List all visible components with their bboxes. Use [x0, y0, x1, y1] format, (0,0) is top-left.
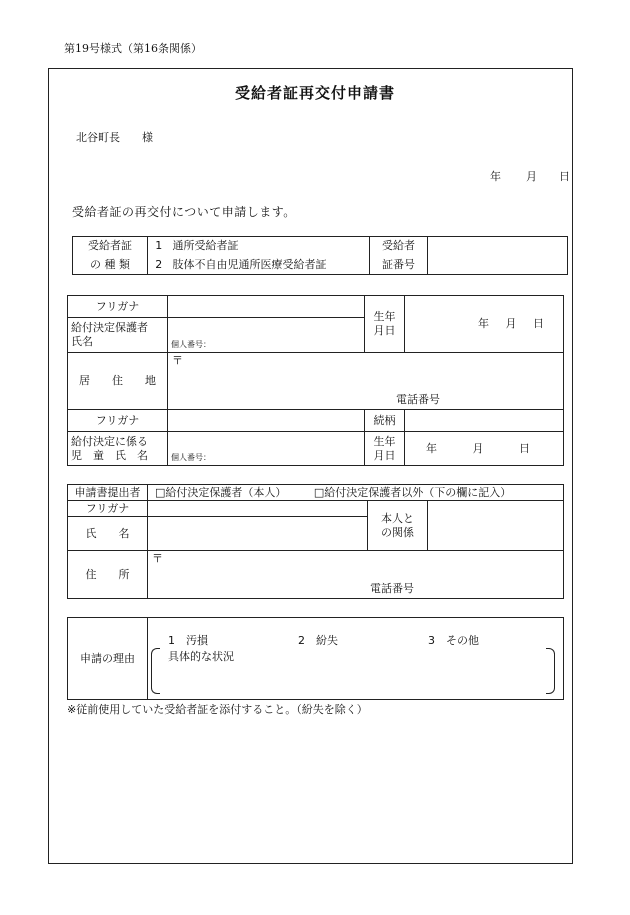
page-title: 受給者証再交付申請書 — [234, 84, 395, 102]
form-frame — [48, 68, 573, 864]
child-birth-day: 日 — [519, 441, 530, 455]
reason-option-other[interactable]: 3 その他 — [428, 634, 479, 647]
guardian-name-label-1: 給付決定保護者 — [71, 321, 148, 335]
child-relation-field[interactable] — [405, 410, 564, 432]
guardian-birth-field[interactable] — [405, 296, 564, 353]
cert-option-2[interactable]: 肢体不自由児通所医療受給者証 — [170, 256, 370, 275]
applicant-postal-mark: 〒 — [152, 552, 163, 565]
reason-label: 申請の理由 — [68, 618, 148, 700]
cert-number-field[interactable] — [428, 237, 568, 275]
guardian-furigana-field[interactable] — [168, 296, 365, 318]
reason-option-soiled[interactable]: 1 汚損 — [168, 634, 208, 647]
applicant-relation-field[interactable] — [428, 501, 564, 551]
cert-type-label-2: の 種 類 — [73, 256, 148, 275]
applicant-name-label: 氏 名 — [68, 517, 148, 551]
applicant-furigana-label: フリガナ — [68, 501, 148, 517]
cert-option-1-no: 1 — [148, 237, 170, 256]
applicant-relation-label-1: 本人と — [381, 511, 414, 525]
guardian-birth-day: 日 — [533, 317, 544, 331]
applicant-relation-label-2: の関係 — [381, 525, 414, 539]
addressee: 北谷町長 様 — [76, 131, 153, 144]
cert-type-label-1: 受給者証 — [73, 237, 148, 256]
child-furigana-label: フリガナ — [68, 410, 168, 432]
applicant-option-other[interactable]: □給付決定保護者以外（下の欄に記入） — [313, 485, 512, 499]
certificate-type-table — [72, 236, 568, 275]
applicant-table — [67, 484, 564, 599]
child-name-label — [68, 432, 168, 466]
detail-bracket-right — [546, 648, 555, 694]
form-number: 第19号様式（第16条関係） — [64, 42, 202, 55]
child-birth-label-1: 生年 — [373, 434, 396, 448]
guardian-name-label-2: 氏名 — [71, 335, 93, 348]
applicant-address-label: 住 所 — [68, 551, 148, 599]
reason-option-lost[interactable]: 2 紛失 — [298, 634, 338, 647]
child-birth-label-2: 月日 — [373, 448, 396, 462]
footnote: ※従前使用していた受給者証を添付すること。（紛失を除く） — [67, 703, 368, 716]
date-month: 月 — [526, 170, 537, 183]
child-birth-field[interactable] — [405, 432, 564, 466]
applicant-phone-label: 電話番号 — [370, 582, 414, 596]
guardian-furigana-label: フリガナ — [68, 296, 168, 318]
intro-text: 受給者証の再交付について申請します。 — [72, 205, 296, 219]
child-personal-number: 個人番号： — [171, 453, 211, 462]
applicant-furigana-field[interactable] — [148, 501, 368, 517]
guardian-address-field[interactable] — [168, 353, 564, 410]
detail-bracket-left — [151, 648, 160, 694]
guardian-birth-label-1: 生年 — [373, 310, 396, 324]
guardian-phone-label: 電話番号 — [396, 393, 440, 407]
applicant-name-field[interactable] — [148, 517, 368, 551]
child-birth-year: 年 — [426, 441, 437, 455]
applicant-option-self[interactable]: □給付決定保護者（本人） — [155, 485, 287, 499]
guardian-name-label — [68, 318, 168, 353]
guardian-address-label: 居 住 地 — [68, 353, 168, 410]
guardian-postal-mark: 〒 — [172, 354, 183, 367]
child-birth-label — [365, 432, 405, 466]
cert-option-1[interactable]: 通所受給者証 — [170, 237, 370, 256]
child-birth-month: 月 — [472, 441, 484, 455]
child-name-field[interactable] — [168, 432, 365, 466]
reason-detail-label: 具体的な状況 — [168, 650, 234, 663]
applicant-options — [148, 485, 564, 501]
guardian-birth-month: 月 — [505, 317, 517, 331]
child-furigana-field[interactable] — [168, 410, 365, 432]
guardian-birth-label — [365, 296, 405, 353]
date-day: 日 — [559, 170, 570, 183]
guardian-birth-label-2: 月日 — [373, 324, 396, 337]
applicant-label: 申請書提出者 — [68, 485, 148, 501]
reason-table — [67, 617, 564, 700]
date-year: 年 — [490, 170, 501, 183]
cert-option-2-no: 2 — [148, 256, 170, 275]
child-name-label-2: 児 童 氏 名 — [71, 448, 148, 462]
cert-number-label-1: 受給者 — [370, 237, 428, 256]
guardian-name-field[interactable] — [168, 318, 365, 353]
applicant-address-field[interactable] — [148, 551, 564, 599]
guardian-personal-number: 個人番号： — [171, 340, 211, 349]
guardian-birth-year: 年 — [478, 317, 489, 331]
guardian-child-table — [67, 295, 564, 466]
reason-field[interactable] — [148, 618, 564, 700]
applicant-relation-label — [368, 501, 428, 551]
child-name-label-1: 給付決定に係る — [71, 434, 148, 448]
cert-number-label-2: 証番号 — [370, 256, 428, 275]
child-relation-label: 続柄 — [365, 410, 405, 432]
